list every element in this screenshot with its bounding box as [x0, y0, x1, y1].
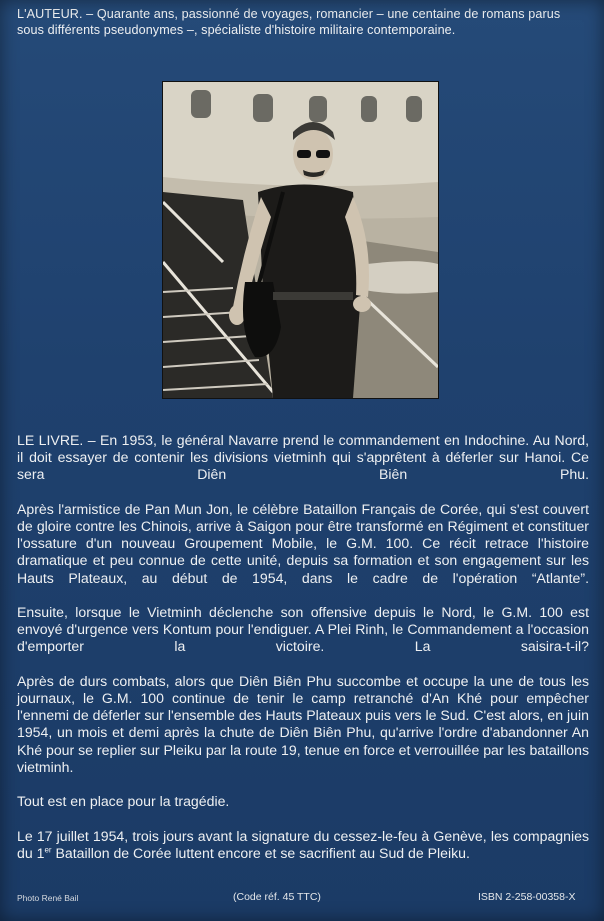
final-superscript: er: [44, 845, 52, 855]
summary-paragraph: Après de durs combats, alors que Diên Biên Phu succombe et occupe la une de tous les journaux, le G.M. 100 continue de tenir le camp retranché d'An Khé pour empêcher l'ennemi de déferler sur l'ensemble des Hauts Plateaux puis vers le Sud. C'est alors, en juin 1954, un mois et demi après la chute de Diên Biên Phu, qu'arrive l'ordre d'abandonner An Khé pour se replier sur Pleiku par la route 19, tenue en force et verrouillée par les bataillons vietminh.: [17, 672, 589, 775]
author-bio-line: sous différents pseudonymes –, spécialiste d'histoire militaire contemporaine.: [17, 23, 456, 37]
photo-credit: Photo René Bail: [17, 893, 79, 903]
final-start: Le 17 juillet 1954, trois jours avant la signature du cessez-le-feu à Genève, les compagnies du 1: [17, 827, 589, 861]
summary-paragraph: Tout est en place pour la tragédie.: [17, 793, 230, 810]
summary-paragraph: LE LIVRE. – En 1953, le général Navarre prend le commandement en Indochine. Au Nord, il doit essayer de contenir les divisions vietminh qui s'apprêtent à déferler sur Hanoi. Ce sera Diên Biên Phu.: [17, 432, 589, 483]
summary-paragraph: Après l'armistice de Pan Mun Jon, le célèbre Bataillon Français de Corée, qui s'est couvert de gloire contre les Chinois, arrive à Saigon pour être transformé en Régiment et constituer l'ossature d'un nouveau Groupement Mobile, le G.M. 100. Ce récit retrace l'histoire dramatique et peu connue de cette unité, depuis sa formation et son engagement sur les Hauts Plateaux, au début de 1954, dans le cadre de l'opération “Atlante”.: [17, 500, 589, 586]
code-reference: (Code réf. 45 TTC): [233, 891, 321, 903]
isbn: ISBN 2-258-00358-X: [478, 891, 576, 903]
author-photo: [163, 82, 438, 398]
author-bio-line: L'AUTEUR. – Quarante ans, passionné de voyages, romancier – une centaine de romans parus: [17, 7, 561, 21]
final-end: Bataillon de Corée luttent encore et se sacrifient au Sud de Pleiku.: [51, 844, 470, 861]
author-bio: [17, 6, 589, 38]
author-photo-illustration: [163, 82, 438, 398]
book-summary: [17, 432, 589, 862]
summary-final-paragraph: [17, 828, 589, 862]
summary-paragraph: Ensuite, lorsque le Vietminh déclenche son offensive depuis le Nord, le G.M. 100 est envoyé d'urgence vers Kontum pour l'endiguer. A Plei Rinh, le Commandement a l'occasion d'emporter la victoire. La saisira-t-il?: [17, 604, 589, 655]
